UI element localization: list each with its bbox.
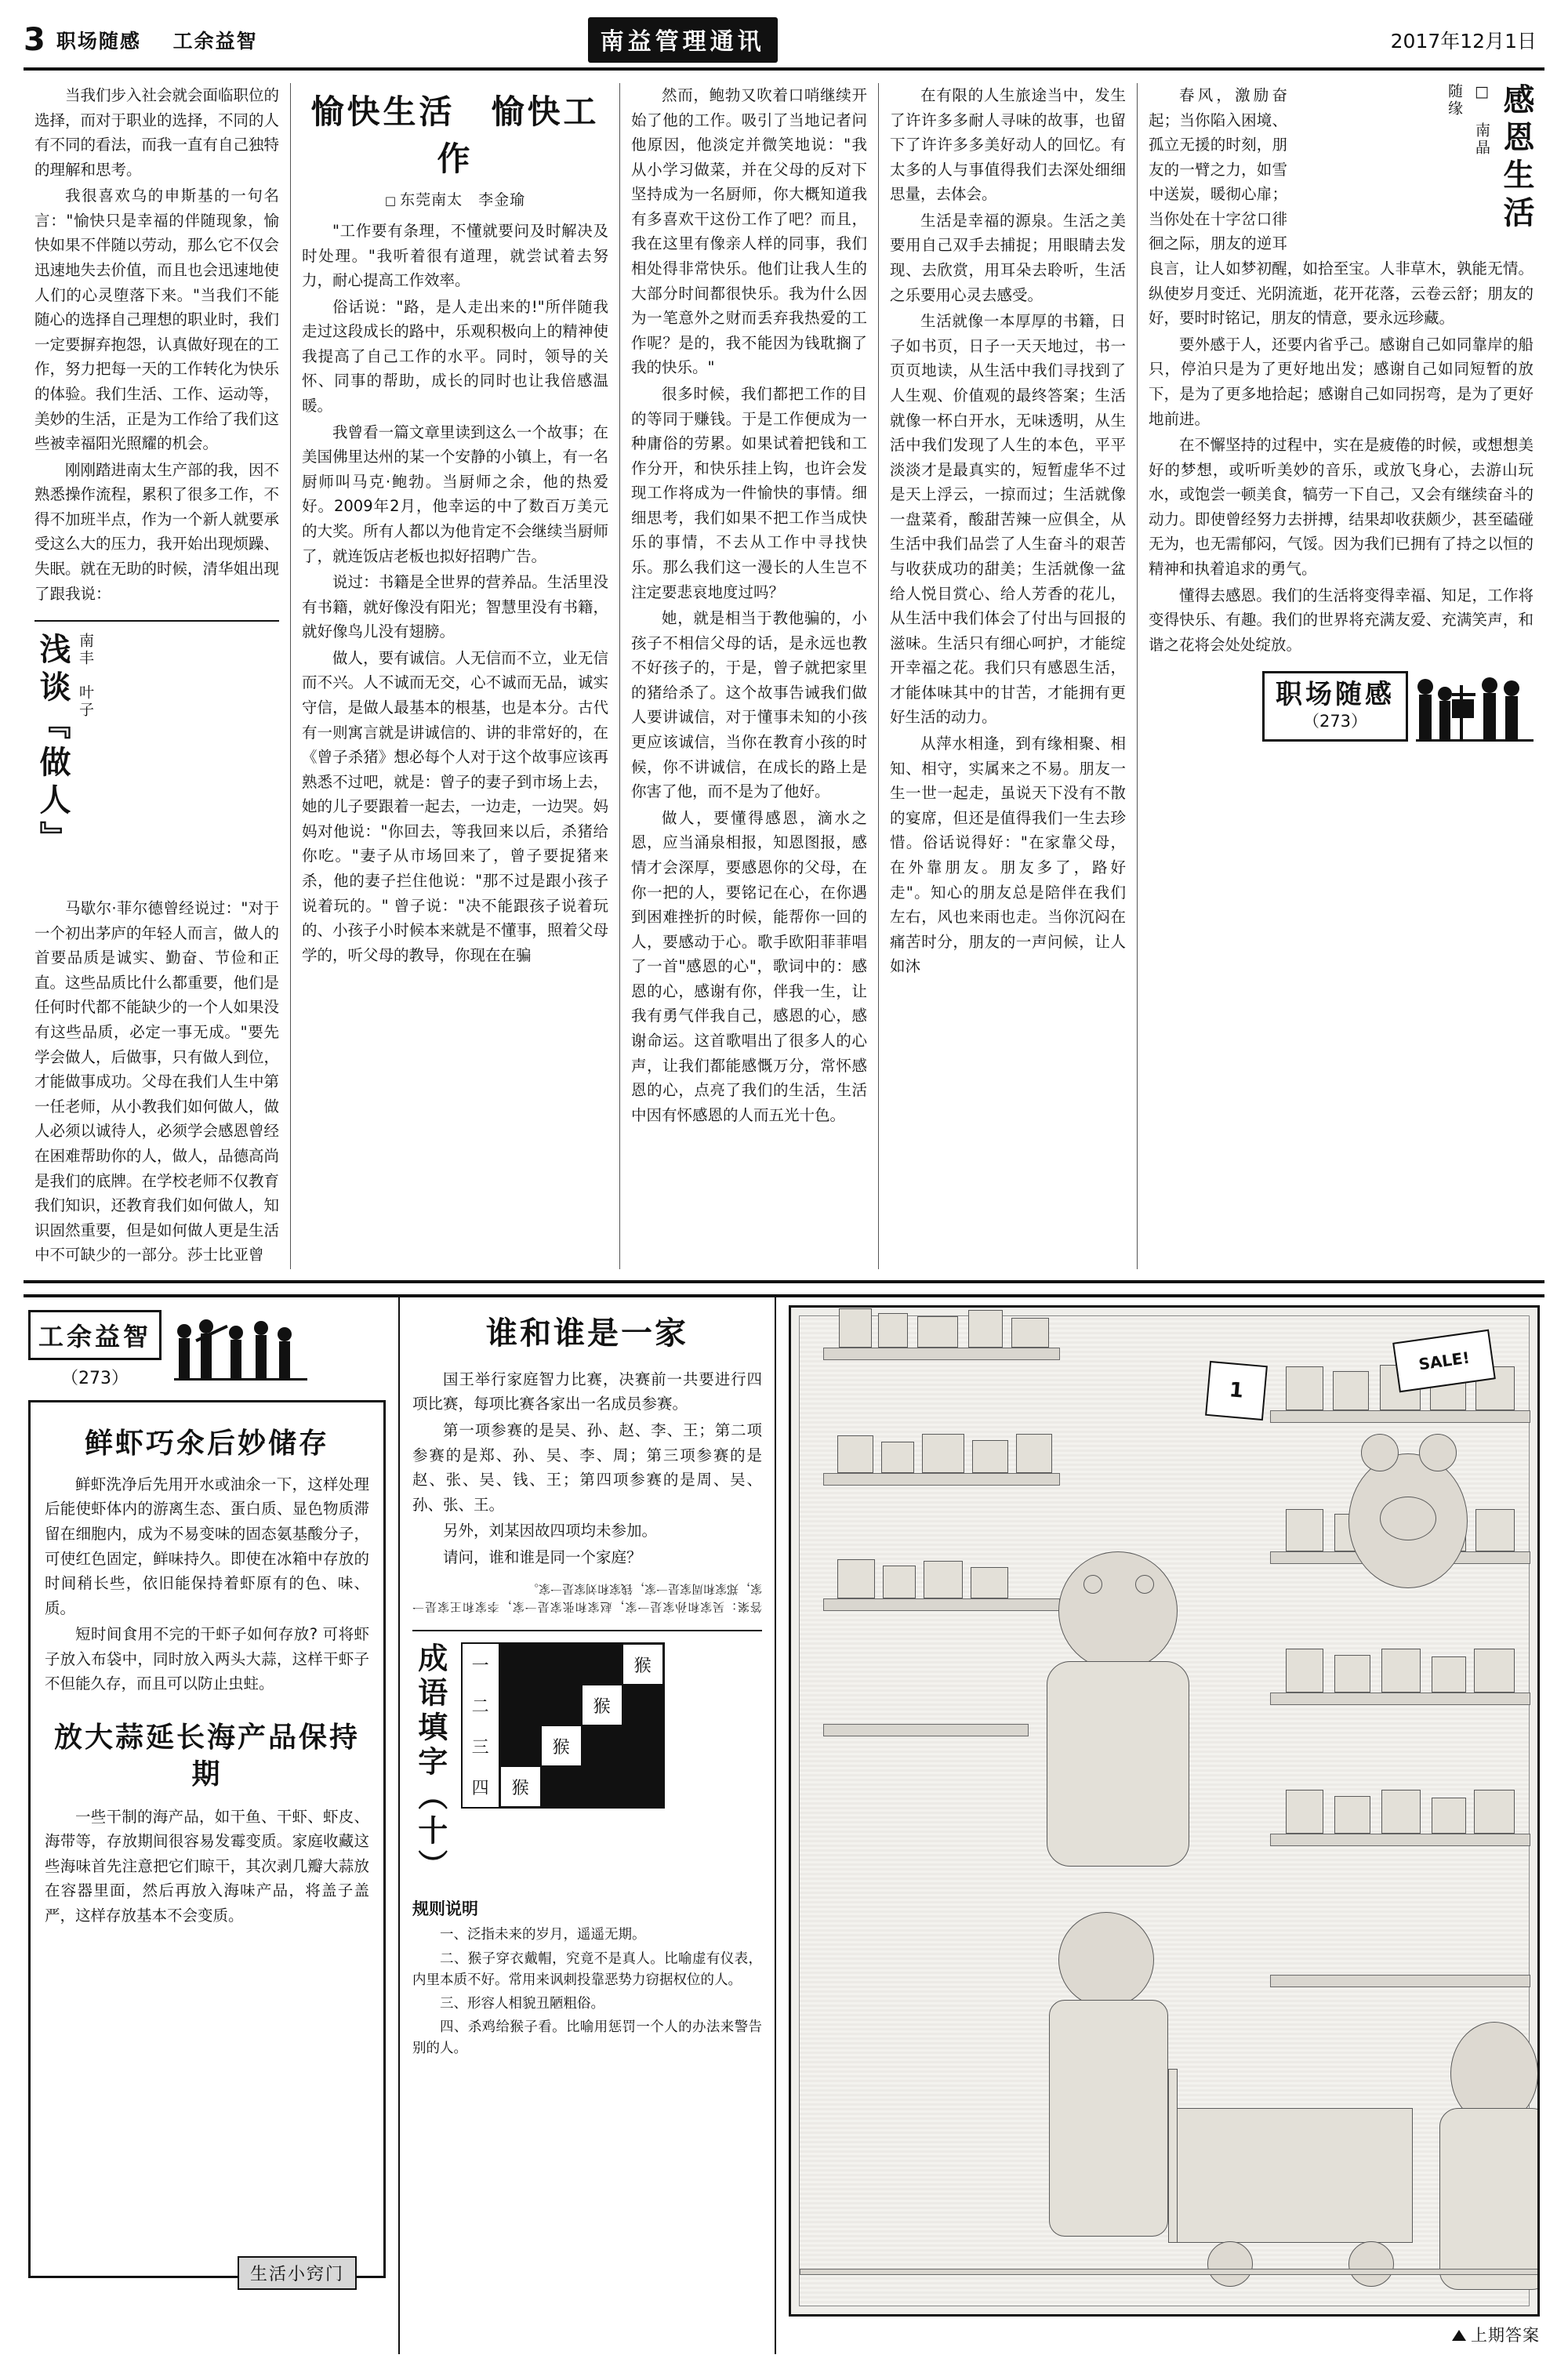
paragraph: 懂得去感恩。我们的生活将变得幸福、知足，工作将变得快乐、有趣。我们的世界将充满友爱、充满笑声，和谐之花将会处处绽放。 [1149, 586, 1534, 654]
paragraph: 春风，激励奋起；当你陷入困境、孤立无援的时刻，朋友的一臂之力，如雪中送炭，暖彻心扉；当你处在十字岔口徘徊之际，朋友的逆耳良言，让人如梦初醒，如拾至宝。人非草木，孰能无情。纵使岁月变迁、光阴流逝，花开花落，云卷云舒；朋友的好，要时时铭记，朋友的情意，要永远珍藏。 [1149, 86, 1534, 328]
idiom-cell[interactable] [582, 1644, 622, 1685]
idiom-cell[interactable] [622, 1685, 663, 1725]
people-silhouette-icon [174, 1318, 307, 1381]
gongyu-badge-title: 工余益智 [28, 1310, 162, 1360]
masthead-categories [56, 26, 281, 54]
paragraph: 一些干制的海产品，如干鱼、干虾、虾皮、海带等，存放期间很容易发霉变质。家庭收藏这些海味首先注意把它们晾干，其次剥几瓣大蒜放在容器里面，然后再放入海味产品，将盖子盖严，这样存放基本不会变质。 [45, 1807, 369, 1925]
rule-item: 三、形容人相貌丑陋粗俗。 [440, 1995, 604, 2012]
column-2 [290, 83, 619, 1269]
paragraph: 很多时候，我们都把工作的目的等同于赚钱。于是工作便成为一种庸俗的劳累。如果试着把钱和工作分开，和快乐挂上钩，也许会发现工作将成为一件愉快的事情。细细思考，我们如果不把工作当成快乐的事情，不去从工作中寻找快乐。那么我们这一漫长的人生岂不注定要悲哀地度过吗？ [631, 384, 867, 601]
paragraph: 俗话说："路，是人走出来的!"所伴随我走过这段成长的路中，乐观积极向上的精神使我提高了自己工作的水平。同时，领导的关怀、同事的帮助，成长的同时也让我倍感温暖。 [302, 297, 608, 415]
bottom-puzzle-zone [24, 1294, 1544, 2354]
byline-author: 李金瑜 [478, 191, 526, 209]
illustration-canvas [799, 1315, 1530, 2306]
article-subtitle-ganenshenghuo: 随缘 [1446, 83, 1463, 118]
paragraph: 马歇尔·菲尔德曾经说过："对于一个初出茅庐的年轻人而言，做人的首要品质是诚实、勤奋、节俭和正直。这些品质比什么都重要，他们是任何时代都不能缺少的一个人如果没有这些品质，必定一事无成。"要先学会做人，后做事，只有做人到位，才能做事成功。父母在我们人生中第一任老师，从小教我们如何做人，做人必须以诚待人，必须学会感恩曾经在困难帮助你的人，做人，品德高尚是我们的底牌。在学校老师不仅教育我们知识，还教育我们如何做人，知识固然重要，但是如何做人更是生活中不可缺少的一部分。莎士比亚曾 [34, 899, 280, 1264]
tip-title-2: 放大蒜延长海产品保持期 [53, 1722, 360, 1791]
rule-item: 四、杀鸡给猴子看。比喻用惩罚一个人的办法来警告别的人。 [412, 2019, 762, 2057]
masthead [24, 17, 1544, 71]
article-author-ganenshenghuo: □ 南晶 [1473, 83, 1490, 157]
idiom-cell-filled[interactable]: 猴 [582, 1685, 622, 1725]
idiom-cell[interactable] [582, 1725, 622, 1766]
idiom-rules [412, 1896, 762, 2059]
idiom-row-label: 一 [463, 1644, 500, 1685]
section-badge-gongyu [28, 1310, 386, 1389]
idiom-rules-title: 规则说明 [412, 1899, 478, 1919]
bottom-left-column [24, 1297, 400, 2354]
idiom-cell[interactable] [500, 1644, 541, 1685]
column-3 [619, 83, 878, 1269]
paragraph: 我很喜欢乌的申斯基的一句名言："愉快只是幸福的伴随现象，愉快如果不伴随以劳动，那么它不仅会迅速地失去价值，而且也会迅速地使人们的心灵堕落下来。"当我们不能随心的选择自己理想的职业时，我们一定要摒弃抱怨，认真做好现在的工作，努力把每一天的工作转化为快乐的体验。我们生活、工作、运动等，美妙的生活，正是为工作给了我们这些被幸福阳光照耀的机会。 [34, 187, 280, 453]
paragraph: 做人，要懂得感恩，滴水之恩，应当涌泉相报，知恩图报，感情才会深厚，要感恩你的父母，在你一把的人，要铭记在心，在你遇到困难挫折的时候，能帮你一回的人，要感动于心。歌手欧阳菲菲唱了一首"感恩的心"，歌词中的：感恩的心，感谢有你，伴我一生，让我有勇气伴我自己，感恩的心，感谢命运。这首歌唱出了很多人的心声，让我们都能感慨万分，常怀感恩的心，点亮了我们的生活，生活中因有怀感恩的人而五光十色。 [631, 808, 867, 1124]
life-tips-box [28, 1400, 386, 2284]
idiom-grid [461, 1642, 665, 1809]
idiom-cell-filled[interactable]: 猴 [500, 1766, 541, 1807]
triangle-icon [1452, 2330, 1466, 2341]
idiom-cell[interactable] [541, 1644, 582, 1685]
paragraph: 说过：书籍是全世界的营养品。生活里没有书籍，就好像没有阳光；智慧里没有书籍，就好像鸟儿没有翅膀。 [302, 573, 608, 641]
paragraph: 然而，鲍勃又吹着口哨继续开始了他的工作。吸引了当地记者问他原因，他淡定并微笑地说："我从小学习做菜，并在父母的反对下坚持成为一名厨师，你大概知道我有多喜欢干这份工作了吧？而且，我在这里有像亲人样的同事，我们相处得非常快乐。他们让我人生的大部分时间都很快乐。我为什么因为一笔意外之财而丢弃我热爱的工作呢？是的，我不能因为钱耽搁了我的快乐。" [631, 86, 867, 377]
idiom-puzzle [412, 1642, 762, 1884]
idiom-grid-row [463, 1725, 663, 1766]
idiom-puzzle-title: 成语填字（十） [412, 1642, 448, 1885]
idiom-cell-filled[interactable]: 猴 [541, 1725, 582, 1766]
paragraph: 生活是幸福的源泉。生活之美要用自己双手去捕捉；用眼睛去发现、去欣赏，用耳朵去聆听，生活之乐要用心灵去感受。 [890, 211, 1126, 304]
paragraph: 要外感于人，还要内省乎己。感谢自己如同靠岸的船只，停泊只是为了更好地出发；感谢自己如同短暂的放下，是为了更多地拾起；感谢自己如同拐弯，是为了更好地前进。 [1149, 335, 1534, 428]
price-tag-label: 1 [1228, 1378, 1245, 1403]
paragraph: 短时间食用不完的干虾子如何存放? 可将虾子放入布袋中，同时放入两头大蒜，这样干虾子不但能久存，而且可以防止虫蛀。 [45, 1625, 369, 1693]
paragraph: 做人，要有诚信。人无信而不立，业无信而不兴。人不诚而无交，心不诚而无品，诚实守信，是做人最基本的根基，也是本分。古代有一则寓言就是讲诚信的、讲的非常好的，在《曾子杀猪》想必每个人对于这个故事应该再熟悉不过吧，就是：曾子的妻子到市场上去，她的儿子要跟着一起去，一边走，一边哭。妈妈对他说："你回去，等我回来以后，杀猪给你吃。"妻子从市场回来了，曾子要捉猪来杀，他的妻子拦住他说："那不过是跟小孩子说着玩的。" 曾子说："决不能跟孩子说着玩的、小孩子小时候本来就是不懂事，照着父母学的，听父母的教导，你现在在骗 [302, 648, 608, 964]
column-1 [24, 83, 290, 1269]
badge-title: 职场随感 [1276, 679, 1395, 711]
paragraph: 生活就像一本厚厚的书籍，日子如书页，日子一天天地过，书一页页地读，从生活中我们寻找到了人生观、价值观的最终答案；生活就像一杯白开水，无味透明，从生活中我们发现了人生的本色，平平淡淡才是最真实的，短暂虚华不过是天上浮云，一掠而过；生活就像一盘菜肴，酸甜苦辣一应俱全，从生活中我们品尝了人生奋斗的艰苦与收获成功的甜美；生活就像一盆给人悦目赏心、给人芳香的花儿，从生活中我们体会了付出与回报的滋味。生活只有细心呵护，才能绽开幸福之花。我们只有感恩生活，才能体味其中的甘苦，才能拥有更好生活的动力。 [890, 312, 1126, 727]
publication-logo: 南益管理通讯 [588, 17, 778, 63]
top-article-zone [24, 83, 1544, 1283]
rule-item: 二、猴子穿衣戴帽，究竟不是真人。比喻虚有仪表，内里本质不好。常用来讽刺投靠恶势力窃据权位的人。 [412, 1950, 762, 1988]
paragraph: 在不懈坚持的过程中，实在是疲倦的时候，或想想美好的梦想，或听听美妙的音乐，或放飞身心，去游山玩水，或饱尝一顿美食，犒劳一下自己，又会有继续奋斗的动力。即使曾经努力去拼搏，结果却收获颇少，甚至磕碰无为，也无需郁闷，气馁。因为我们已拥有了持之以恒的精神和执着追求的勇气。 [1149, 436, 1534, 578]
article-title-vertical: 浅谈『做人』 [34, 633, 71, 859]
column-5 [1137, 83, 1544, 1269]
paragraph: 我曾看一篇文章里读到这么一个故事；在美国佛里达州的某一个安静的小镇上，有一名厨师叫马克·鲍勃。当厨师之余，他的热爱好。2009年2月，他幸运的中了数百万美元的大奖。所有人都以为他肯定不会继续当厨师了，就连饭店老板也拟好招聘广告。 [302, 423, 608, 565]
bottom-right-column [776, 1297, 1544, 2354]
paragraph: 鲜虾洗净后先用开水或油氽一下，这样处理后能使虾体内的游离生态、蛋白质、显色物质滞留在细胞内，成为不易变味的固态氨基酸分子，可使红色固定，鲜味持久。即使在冰箱中存放的时间稍长些，依旧能保持着虾原有的色、味、质。 [45, 1475, 369, 1617]
idiom-cell[interactable] [582, 1766, 622, 1807]
idiom-cell[interactable] [622, 1766, 663, 1807]
paragraph: 从萍水相逢，到有缘相聚、相知、相守，实属来之不易。朋友一生一世一起走，虽说天下没有不散的宴席，但还是值得我们一生去珍惜。俗话说得好："在家靠父母，在外靠朋友。朋友多了，路好走"。知心的朋友总是陪伴在我们左右，风也来雨也走。当你沉闷在痛苦时分，朋友的一声问候，让人如沐 [890, 735, 1126, 976]
idiom-cell[interactable] [541, 1685, 582, 1725]
idiom-row-label: 二 [463, 1685, 500, 1725]
price-tag [1205, 1361, 1268, 1420]
idiom-cell[interactable] [500, 1685, 541, 1725]
idiom-grid-row [463, 1644, 663, 1685]
paragraph: 第一项参赛的是吴、孙、赵、李、王；第二项参赛的是郑、孙、吴、李、周；第三项参赛的是赵、张、吴、钱、王；第四项参赛的是周、吴、孙、张、王。 [412, 1420, 762, 1514]
bottom-middle-column [400, 1297, 776, 2354]
issue-date: 2017年12月1日 [1390, 30, 1537, 53]
divider [412, 1630, 762, 1631]
gongyu-badge-number: （273） [61, 1368, 129, 1388]
paragraph: 在有限的人生旅途当中，发生了许许多多耐人寻味的故事，也留下了许许多多美好动人的回忆。有太多的人与事值得我们去深处细细思量，去体会。 [890, 86, 1126, 204]
idiom-cell[interactable] [622, 1725, 663, 1766]
column-4 [878, 83, 1137, 1269]
main-byline [302, 188, 608, 209]
paragraph: 刚刚踏进南太生产部的我，因不熟悉操作流程，累积了很多工作，不得不加班半点，作为一个新人就要承受这么大的压力，我开始出现烦躁、失眠。就在无助的时候，清华姐出现了跟我说： [34, 460, 280, 603]
idiom-row-label: 三 [463, 1725, 500, 1766]
puzzle-answer-inverted: 答案：吴家和孙家是一家，赵家和张家是一家，李家和王家是一家，郑家和周家是一家，钱家和刘家是一家。 [412, 1582, 762, 1615]
masthead-category-1: 职场随感 [56, 30, 141, 53]
puzzle-title: 谁和谁是一家 [486, 1315, 688, 1352]
author-name: 南晶 [1473, 122, 1490, 157]
paragraph: 她，就是相当于教他骗的，小孩子不相信父母的话，是永远也教不好孩子的，于是，曾子就把家里的猪给杀了。这个故事告诫我们做人要讲诚信，对于懂事未知的小孩更应该诚信，当你在教育小孩的时候，你不讲诚信，在成长的路上是你害了他，而不是为了他好。 [631, 609, 867, 801]
idiom-grid-row [463, 1766, 663, 1807]
life-tips-footer-label: 生活小窍门 [238, 2256, 357, 2290]
idiom-cell[interactable] [500, 1725, 541, 1766]
paragraph: 另外，刘某因故四项均未参加。 [443, 1522, 658, 1540]
byline-place: 东莞南太 [400, 191, 463, 209]
badge-number: （273） [1302, 712, 1368, 731]
previous-answer-note [789, 2323, 1540, 2346]
people-silhouette-icon [1416, 674, 1534, 742]
page-number: 3 [24, 22, 45, 58]
tip-title-1: 鲜虾巧氽后妙储存 [84, 1427, 329, 1460]
article-title-ganenshenghuo: 感恩生活 [1498, 83, 1534, 234]
paragraph: 国王举行家庭智力比赛，决赛前一共要进行四项比赛，每项比赛各家出一名成员参赛。 [412, 1370, 762, 1413]
previous-answer-label: 上期答案 [1471, 2325, 1540, 2345]
puzzle-illustration [789, 1305, 1540, 2317]
paragraph: 当我们步入社会就会面临职位的选择，而对于职业的选择，不同的人有不同的看法，而我一直有自己独特的理解和思考。 [34, 86, 280, 179]
paragraph: "工作要有条理，不懂就要问及时解决及时处理。"我听着很有道理，就尝试着去努力，耐心提高工作效率。 [302, 222, 608, 290]
section-badge-zhichang [1149, 671, 1534, 741]
paragraph: 请问，谁和谁是同一个家庭？ [443, 1547, 642, 1566]
article-byline-vertical: 南丰 叶子 [77, 633, 94, 720]
byline-marker-icon: □ [384, 194, 397, 208]
ganenshenghuo-heading [1298, 83, 1534, 234]
idiom-cell-filled[interactable]: 猴 [622, 1644, 663, 1685]
idiom-grid-row [463, 1685, 663, 1725]
masthead-category-2: 工余益智 [172, 30, 258, 53]
idiom-row-label: 四 [463, 1766, 500, 1807]
rule-item: 一、泛指未来的岁月，遥遥无期。 [440, 1927, 646, 1943]
sale-tag-label: SALE! [1417, 1348, 1472, 1374]
main-headline: 愉快生活 愉快工作 [310, 93, 600, 178]
idiom-cell[interactable] [541, 1766, 582, 1807]
badge-box [1262, 671, 1408, 741]
article-heading-qiantan [34, 620, 279, 891]
